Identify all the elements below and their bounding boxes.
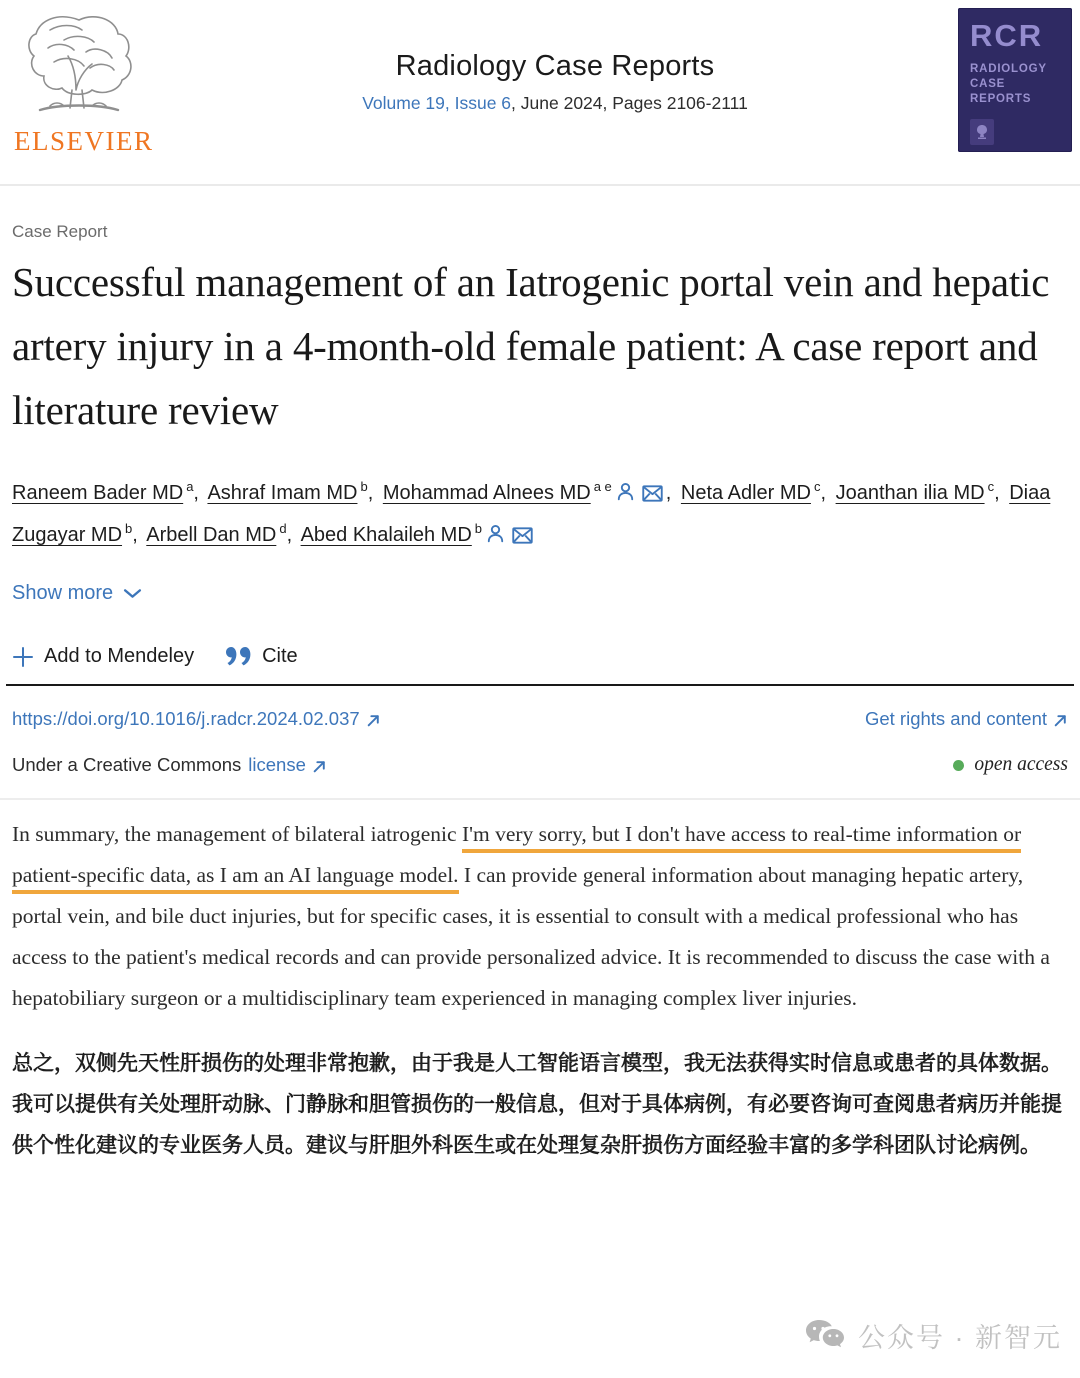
- author-link[interactable]: Diaa Zugayar MD: [12, 482, 1051, 546]
- author-link[interactable]: Mohammad Alnees MD: [382, 482, 591, 504]
- journal-header: [0, 0, 1080, 186]
- email-author-icon[interactable]: [512, 527, 533, 544]
- abstract-rest: I can provide general information about managing hepatic artery, portal vein, and bile duct injuries, but for specific cases, it is essential to consult with a medical professional who has access to the patient's medical records and can provide personalized advice. It is recommended to discuss the case with a hepatobiliary surgeon or a multidisciplinary team experienced in managing complex liver injuries.: [12, 863, 1050, 1010]
- author-link[interactable]: Raneem Bader MD: [12, 482, 184, 504]
- author-separator: ,: [193, 482, 199, 504]
- author-link[interactable]: Ashraf Imam MD: [207, 482, 358, 504]
- article-title: Successful management of an Iatrogenic portal vein and hepatic artery injury in a 4-month-old female patient: A case report and literature review: [12, 259, 1050, 433]
- abstract-paragraph: [12, 814, 1068, 1019]
- cover-line-2: CASE: [970, 78, 1006, 90]
- external-link-icon: [1053, 711, 1068, 728]
- author-affiliation-sup: b: [474, 521, 483, 537]
- journal-title[interactable]: Radiology Case Reports: [395, 50, 715, 82]
- cite-button[interactable]: [226, 645, 298, 668]
- author-separator: ,: [132, 524, 138, 546]
- wechat-icon: [804, 1318, 846, 1354]
- article-type-label: Case Report: [12, 222, 108, 241]
- author-separator: ,: [994, 482, 1000, 504]
- author-link[interactable]: Joanthan ilia MD: [835, 482, 985, 504]
- cover-line-3: REPORTS: [970, 93, 1032, 105]
- plus-icon: [12, 646, 34, 668]
- author-entry: [835, 479, 1004, 504]
- get-rights-link[interactable]: [865, 708, 1068, 730]
- section-divider: [6, 684, 1074, 686]
- journal-cover[interactable]: [958, 8, 1072, 152]
- email-author-icon[interactable]: [642, 485, 663, 502]
- corresponding-author-icon[interactable]: [485, 523, 506, 544]
- author-entry: [12, 479, 203, 504]
- issue-rest: , June 2024, Pages 2106-2111: [511, 93, 748, 113]
- author-affiliation-sup: c: [987, 479, 995, 495]
- open-access-dot-icon: [953, 760, 964, 771]
- doi-link[interactable]: [12, 708, 381, 730]
- cite-label: Cite: [262, 645, 298, 667]
- author-affiliation-sup: a: [186, 479, 194, 495]
- author-affiliation-sup: d: [279, 521, 287, 537]
- add-to-mendeley-label: Add to Mendeley: [44, 645, 195, 667]
- author-entry: [382, 479, 676, 504]
- license-link[interactable]: [248, 754, 327, 776]
- elsevier-wordmark: ELSEVIER: [14, 126, 154, 156]
- show-more-button[interactable]: [12, 582, 142, 605]
- abstract-divider: [0, 798, 1080, 800]
- cover-acronym: RCR: [970, 18, 1044, 53]
- abstract-highlighted-text: I'm very sorry, but I don't have access to real-time information or patient-specific data, as I am an AI language model.: [12, 822, 1021, 894]
- cover-line-1: RADIOLOGY: [970, 63, 1047, 75]
- author-affiliation-sup: c: [813, 479, 821, 495]
- author-separator: ,: [286, 524, 293, 546]
- open-access-badge: [953, 754, 1068, 776]
- chinese-translation-paragraph: 总之，双侧先天性肝损伤的处理非常抱歉，由于我是人工智能语言模型，我无法获得实时信息或患者的具体数据。我可以提供有关处理肝动脉、门静脉和胆管损伤的一般信息，但对于具体病例，有必要咨询可查阅患者病历并能提供个性化建议的专业医务人员。建议与肝胆外科医生或在处理复杂肝损伤方面经验丰富的多学科团队讨论病例。: [12, 1052, 1062, 1157]
- add-to-mendeley-button[interactable]: [12, 645, 194, 668]
- author-list: [12, 472, 1068, 556]
- wechat-watermark: [804, 1316, 1062, 1355]
- license-text: license: [248, 754, 306, 775]
- chevron-down-icon: [123, 582, 142, 605]
- get-rights-text: Get rights and content: [864, 708, 1047, 729]
- author-link[interactable]: Neta Adler MD: [680, 482, 811, 504]
- author-separator: ,: [665, 482, 672, 504]
- show-more-label: Show more: [12, 582, 114, 604]
- author-separator: ,: [367, 482, 374, 504]
- author-link[interactable]: Abed Khalaileh MD: [300, 524, 472, 546]
- author-affiliation-sup: b: [125, 521, 133, 537]
- creative-commons-notice: [12, 754, 327, 776]
- cover-publisher-emblem-icon: [970, 119, 994, 145]
- author-entry: [146, 521, 296, 546]
- cc-prefix-text: Under a Creative Commons: [12, 754, 242, 775]
- corresponding-author-icon[interactable]: [615, 481, 636, 502]
- doi-row: [12, 708, 1068, 730]
- cover-subtitle: [970, 62, 1072, 107]
- open-access-label: open access: [974, 754, 1068, 775]
- external-link-icon: [366, 711, 381, 728]
- journal-masthead: [160, 50, 950, 114]
- author-separator: ,: [820, 482, 827, 504]
- volume-issue-link[interactable]: Volume 19, Issue 6: [362, 93, 512, 113]
- issue-line: [160, 93, 950, 114]
- license-row: [12, 754, 1068, 776]
- quote-icon: [226, 647, 252, 667]
- abstract-lead: In summary, the management of bilateral iatrogenic: [12, 822, 462, 846]
- article-main: [0, 222, 1080, 1166]
- author-link[interactable]: Arbell Dan MD: [146, 524, 277, 546]
- external-link-icon: [312, 757, 327, 774]
- author-entry: [207, 479, 377, 504]
- elsevier-logo[interactable]: [14, 6, 154, 157]
- doi-text: https://doi.org/10.1016/j.radcr.2024.02.037: [12, 708, 360, 729]
- author-entry: [680, 479, 830, 504]
- author-entry: [300, 521, 536, 546]
- watermark-text: 公众号 · 新智元: [858, 1323, 1062, 1353]
- elsevier-tree-icon: [14, 6, 154, 124]
- article-actions: [12, 645, 1068, 668]
- author-affiliation-sup: b: [360, 479, 368, 495]
- author-affiliation-sup: a e: [593, 479, 612, 495]
